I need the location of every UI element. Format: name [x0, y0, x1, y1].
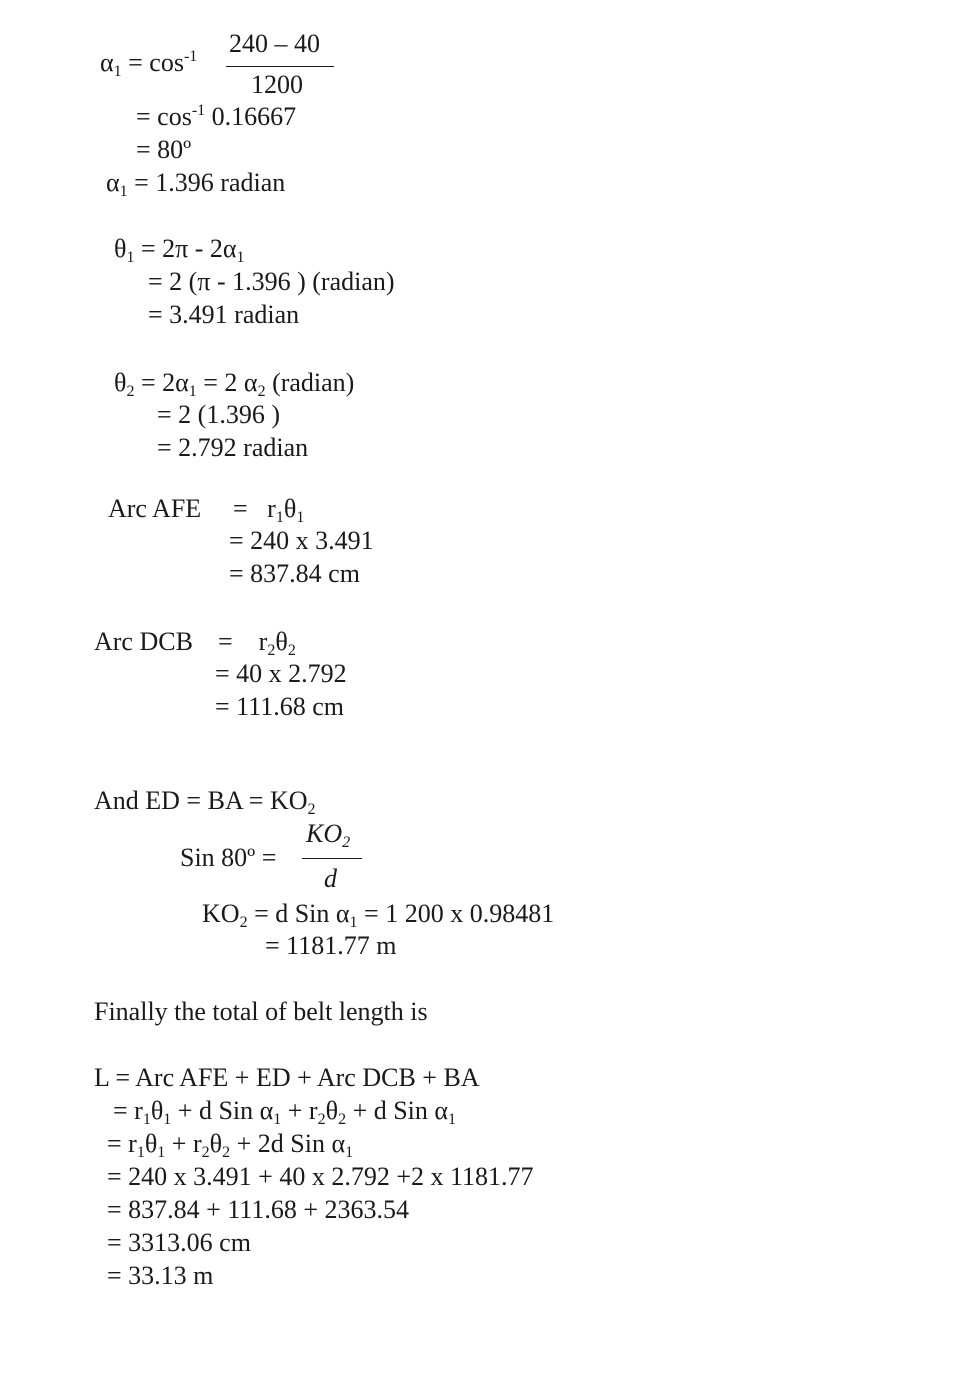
ed-ba-ko2-line	[94, 786, 316, 816]
arc-afe-line	[233, 494, 304, 524]
final-l2-a: = r	[113, 1096, 143, 1125]
arc-dcb-line	[218, 627, 296, 657]
alpha1-symbol: α	[100, 48, 114, 77]
theta2-line	[114, 368, 354, 398]
arc-afe-equals: =	[233, 494, 248, 523]
theta1-result: = 3.491 radian	[148, 300, 300, 329]
final-l2-s6: 1	[448, 1111, 457, 1128]
theta1-subscript: 1	[126, 249, 135, 266]
final-l2-s3: 1	[273, 1111, 282, 1128]
final-l3-c: + r	[165, 1129, 202, 1158]
ko2-fraction-num-sub: 2	[342, 834, 351, 851]
arc-dcb-theta: θ	[275, 627, 288, 656]
ed-ba-ko2-sub: 2	[307, 801, 316, 818]
final-l3-s2: 1	[157, 1144, 166, 1161]
theta1-expression-sub: 1	[236, 249, 245, 266]
arc-dcb-label: Arc DCB	[94, 627, 193, 656]
theta2-expr-sub1: 1	[188, 383, 197, 400]
final-l3-a: = r	[107, 1129, 137, 1158]
ko2-fraction-denominator: d	[324, 864, 337, 893]
alpha1-inverse-sup: -1	[183, 48, 198, 65]
final-l2-s2: 1	[163, 1111, 172, 1128]
final-l2-d: + r	[281, 1096, 318, 1125]
arc-afe-r: r	[267, 494, 276, 523]
theta2-expr-sub2: 2	[257, 383, 266, 400]
arc-dcb-theta-sub: 2	[287, 642, 296, 659]
arc-afe-label: Arc AFE	[108, 494, 202, 523]
final-line-4: = 240 x 3.491 + 40 x 2.792 +2 x 1181.77	[107, 1162, 534, 1191]
theta1-symbol: θ	[114, 234, 127, 263]
final-line-6: = 3313.06 cm	[107, 1228, 251, 1257]
ko2-result: = 1181.77 m	[265, 931, 397, 960]
sin80-label: Sin 80º =	[180, 843, 277, 872]
final-l3-s5: 1	[345, 1144, 354, 1161]
final-l2-s1: 1	[142, 1111, 151, 1128]
final-l2-c: + d Sin α	[171, 1096, 274, 1125]
final-line-5: = 837.84 + 111.68 + 2363.54	[107, 1195, 410, 1224]
alpha1-line	[100, 48, 197, 78]
final-l3-s1: 1	[136, 1144, 145, 1161]
alpha1-line-2	[136, 102, 296, 132]
theta1-line-2: = 2 (π - 1.396 ) (radian)	[148, 267, 395, 296]
arc-dcb-r-sub: 2	[267, 642, 276, 659]
alpha1-fraction-numerator: 240 – 40	[229, 29, 320, 58]
final-line-1: L = Arc AFE + ED + Arc DCB + BA	[94, 1063, 480, 1092]
arc-dcb-result: = 111.68 cm	[215, 692, 344, 721]
alpha1-degrees: = 80º	[136, 135, 192, 164]
final-line-7: = 33.13 m	[107, 1261, 214, 1290]
alpha1-subscript-2: 1	[119, 183, 128, 200]
final-l3-b: θ	[144, 1129, 158, 1158]
ko2-fraction-num-text: KO	[306, 819, 343, 848]
arc-afe-result: = 837.84 cm	[229, 559, 360, 588]
alpha1-cos: = cos	[128, 48, 184, 77]
alpha1-cos-value: 0.16667	[211, 102, 297, 131]
final-line-3	[107, 1129, 353, 1159]
arc-afe-theta-sub: 1	[296, 509, 305, 526]
ko2-calc-line	[202, 899, 554, 929]
final-l3-d: θ	[209, 1129, 223, 1158]
arc-afe-line-2: = 240 x 3.491	[229, 526, 374, 555]
final-l2-e: θ	[325, 1096, 339, 1125]
alpha1-symbol-2: α	[106, 168, 120, 197]
theta2-result: = 2.792 radian	[157, 433, 309, 462]
final-l3-s4: 2	[222, 1144, 231, 1161]
theta2-line-2: = 2 (1.396 )	[157, 400, 280, 429]
theta2-expr-a: = 2α	[134, 368, 189, 397]
ko2-calc-c: = 1 200 x 0.98481	[357, 899, 555, 928]
alpha1-cos-2: = cos	[136, 102, 192, 131]
ko2-calc-sub2: 1	[349, 914, 358, 931]
ko2-fraction-bar	[302, 858, 362, 859]
alpha1-radian-line	[106, 168, 285, 198]
final-l3-s3: 2	[201, 1144, 210, 1161]
ko2-calc-b: = d Sin α	[247, 899, 350, 928]
ko2-fraction-numerator	[306, 819, 350, 849]
final-l2-f: + d Sin α	[346, 1096, 449, 1125]
final-l2-s5: 2	[338, 1111, 347, 1128]
ko2-calc-sub1: 2	[239, 914, 248, 931]
arc-dcb-r: r	[258, 627, 268, 656]
theta2-expr-b: = 2 α	[196, 368, 258, 397]
final-intro: Finally the total of belt length is	[94, 997, 428, 1026]
arc-dcb-line-2: = 40 x 2.792	[215, 659, 347, 688]
theta2-expr-c: (radian)	[265, 368, 355, 397]
alpha1-radian-value: = 1.396 radian	[127, 168, 286, 197]
arc-dcb-equals: =	[218, 627, 233, 656]
final-l3-e: + 2d Sin α	[230, 1129, 346, 1158]
alpha1-inverse-sup-2: -1	[191, 102, 206, 119]
alpha1-fraction-denominator: 1200	[251, 70, 303, 99]
final-l2-s4: 2	[317, 1111, 326, 1128]
final-l2-b: θ	[150, 1096, 164, 1125]
alpha1-subscript: 1	[113, 63, 122, 80]
alpha1-fraction-bar	[226, 66, 334, 67]
arc-afe-r-sub: 1	[275, 509, 284, 526]
theta1-expression: = 2π - 2α	[134, 234, 237, 263]
ko2-calc-a: KO	[202, 899, 240, 928]
theta2-subscript: 2	[126, 383, 135, 400]
final-line-2	[113, 1096, 456, 1126]
theta1-line	[114, 234, 245, 264]
theta2-symbol: θ	[114, 368, 127, 397]
arc-afe-theta: θ	[283, 494, 297, 523]
ed-ba-ko2-text: And ED = BA = KO	[94, 786, 308, 815]
